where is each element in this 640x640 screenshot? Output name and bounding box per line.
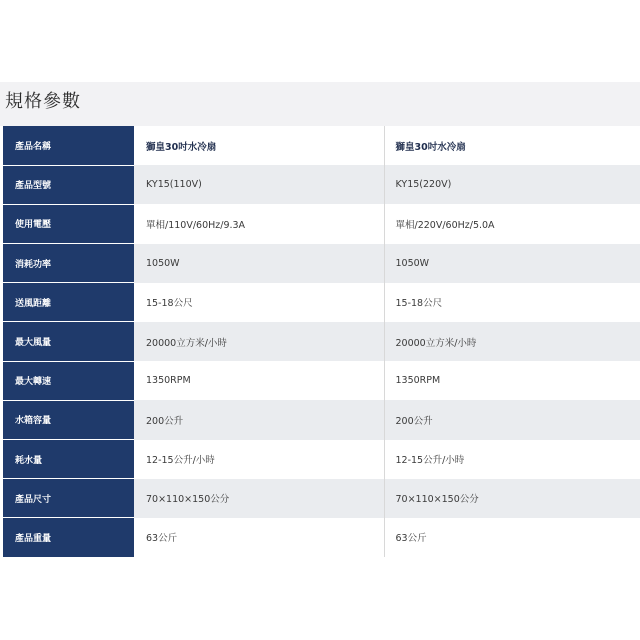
spec-label: 產品重量 <box>3 518 134 557</box>
spec-row <box>3 244 640 283</box>
spec-value-model-1: KY15(110V) <box>134 165 384 204</box>
spec-value-model-2: 獅皇30吋水冷扇 <box>384 126 640 165</box>
spec-value-model-1: 63公斤 <box>146 533 178 545</box>
spec-value-model-2: 63公斤 <box>384 518 640 557</box>
spec-row <box>3 479 640 518</box>
spec-value-model-1: 12-15公升/小時 <box>146 455 215 467</box>
spec-row <box>3 283 640 322</box>
spec-value-model-2: 20000立方米/小時 <box>384 322 640 361</box>
spec-value-model-2: 12-15公升/小時 <box>384 440 640 479</box>
spec-value-model-1: 20000立方米/小時 <box>134 322 384 361</box>
spec-label: 耗水量 <box>3 440 134 479</box>
section-header-band <box>0 82 640 126</box>
spec-value-model-2: 15-18公尺 <box>384 283 640 322</box>
spec-label: 最大風量 <box>3 322 134 361</box>
spec-value-model-1: 單相/110V/60Hz/9.3A <box>146 219 246 231</box>
spec-label: 最大轉速 <box>3 361 134 400</box>
spec-row <box>3 204 640 243</box>
spec-row <box>3 322 640 361</box>
spec-table <box>3 126 640 558</box>
spec-value-model-2: 1050W <box>384 244 640 283</box>
spec-label: 產品名稱 <box>3 126 134 165</box>
spec-value-model-1: 獅皇30吋水冷扇 <box>146 141 217 153</box>
spec-row <box>3 440 640 479</box>
spec-row <box>3 126 640 165</box>
spec-label: 送風距離 <box>3 283 134 322</box>
spec-label: 水箱容量 <box>3 400 134 439</box>
spec-label: 消耗功率 <box>3 244 134 283</box>
spec-label: 使用電壓 <box>3 204 134 243</box>
spec-value-model-2: 200公升 <box>384 400 640 439</box>
spec-value-model-1: 1350RPM <box>146 375 191 387</box>
spec-value-model-1: 1050W <box>134 244 384 283</box>
spec-value-model-1: 200公升 <box>134 400 384 439</box>
spec-label: 產品尺寸 <box>3 479 134 518</box>
spec-row <box>3 361 640 400</box>
page-title: 規格參數 <box>5 91 81 112</box>
spec-value-model-2: KY15(220V) <box>384 165 640 204</box>
spec-value-model-2: 單相/220V/60Hz/5.0A <box>384 204 640 243</box>
spec-value-model-2: 70×110×150公分 <box>384 479 640 518</box>
spec-label: 產品型號 <box>3 165 134 204</box>
spec-value-model-1: 70×110×150公分 <box>134 479 384 518</box>
spec-value-model-1: 15-18公尺 <box>146 298 193 310</box>
spec-row <box>3 400 640 439</box>
spec-row <box>3 518 640 557</box>
spec-value-model-2: 1350RPM <box>384 361 640 400</box>
spec-row <box>3 165 640 204</box>
